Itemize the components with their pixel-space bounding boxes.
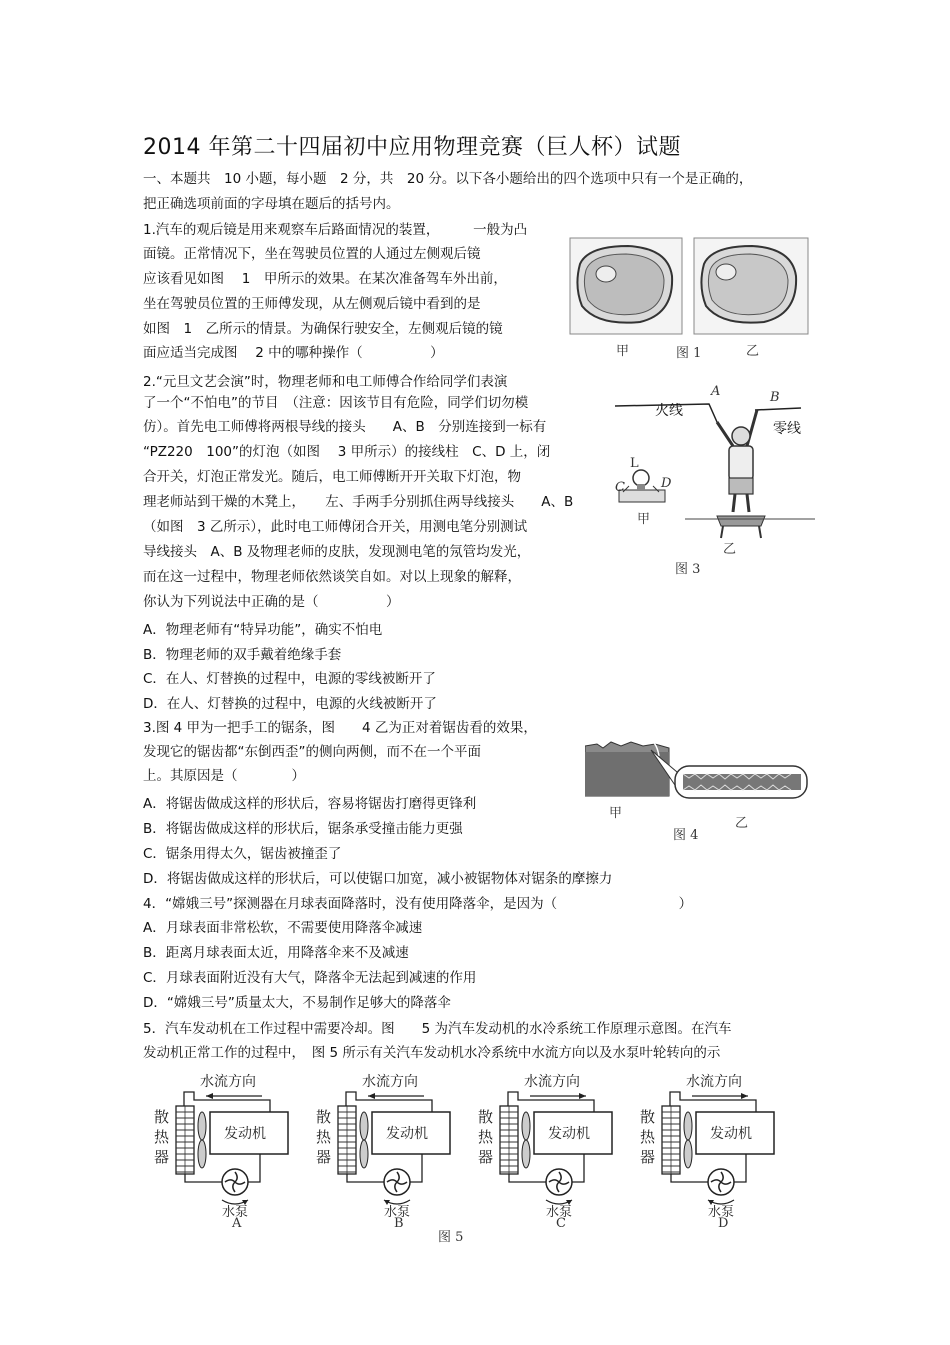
- q2-line: 仿）。首先电工师傅将两根导线的接头 A、B 分别连接到一标有: [143, 419, 547, 435]
- radiator-label-3: 器: [478, 1148, 494, 1166]
- radiator-label-2: 热: [154, 1128, 170, 1146]
- q2-line: 2.“元旦文艺会演”时，物理老师和电工师傅合作给同学们表演: [143, 374, 508, 390]
- option-label-a: A: [232, 1216, 242, 1231]
- figure-5-drawing: [150, 1070, 790, 1220]
- q2-option-c: C．在人、灯替换的过程中，电源的零线被断开了: [143, 671, 436, 687]
- q2-line: “PZ220 100”的灯泡（如图 3 甲所示）的接线柱 C、D 上，闭: [143, 444, 551, 460]
- q1-line: 坐在驾驶员位置的王师傅发现，从左侧观后镜中看到的是: [143, 296, 481, 312]
- radiator-label-2: 热: [478, 1128, 494, 1146]
- figure-1-caption: 图 1: [676, 346, 702, 361]
- q1-line: 如图 1 乙所示的情景。为确保行驶安全，左侧观后镜的镜: [143, 321, 503, 337]
- q4-option-d: D．“嫦娥三号”质量太大，不易制作足够大的降落伞: [143, 995, 451, 1011]
- figure-3-circuit: [605, 380, 815, 580]
- q4-option-b: B．距离月球表面太近，用降落伞来不及减速: [143, 945, 409, 961]
- q3-line: 3.图 4 甲为一把手工的锯条，图 4 乙为正对着锯齿看的效果，: [143, 720, 537, 736]
- flow-direction-label: 水流方向: [686, 1074, 742, 1090]
- q3-option-d: D．将锯齿做成这样的形状后，可以使锯口加宽，减小被锯物体对锯条的摩擦力: [143, 871, 613, 887]
- figure-4-label-yi: 乙: [735, 816, 749, 831]
- label-lingxian: 零线: [773, 421, 801, 437]
- cooling-diagram-a: [154, 1073, 288, 1220]
- flow-direction-label: 水流方向: [362, 1074, 418, 1090]
- option-label-c: C: [556, 1216, 566, 1231]
- q3-line: 发现它的锯齿都“东倒西歪”的侧向两侧，而不在一个平面: [143, 744, 481, 760]
- label-c: C: [615, 480, 625, 495]
- option-label-b: B: [394, 1216, 404, 1231]
- cooling-diagram-d: [640, 1073, 774, 1220]
- q1-line: 面镜。正常情况下，坐在驾驶员位置的人通过左侧观后镜: [143, 246, 481, 262]
- q2-line: 导线接头 A、B 及物理老师的皮肤，发现测电笔的氖管均发光，: [143, 544, 531, 560]
- option-label-d: D: [718, 1216, 729, 1231]
- q1-line: 1.汽车的观后镜是用来观察车后路面情况的装置， 一般为凸: [143, 222, 528, 238]
- q4-option-c: C．月球表面附近没有大气，降落伞无法起到减速的作用: [143, 970, 477, 986]
- figure-5-cooling-systems: [150, 1070, 790, 1248]
- q3-option-b: B．将锯齿做成这样的形状后，锯条承受撞击能力更强: [143, 821, 463, 837]
- pump-label: 水泵: [708, 1205, 735, 1220]
- q5-line: 5．汽车发动机在工作过程中需要冷却。图 5 为汽车发动机的水冷系统工作原理示意图。在汽车: [143, 1021, 732, 1037]
- radiator-label-2: 热: [316, 1128, 332, 1146]
- engine-label: 发动机: [710, 1126, 752, 1142]
- label-a: A: [711, 384, 721, 399]
- q2-option-d: D．在人、灯替换的过程中，电源的火线被断开了: [143, 696, 437, 712]
- figure-4-label-jia: 甲: [609, 806, 623, 821]
- flow-direction-label: 水流方向: [200, 1074, 256, 1090]
- cooling-diagram-c: [478, 1073, 612, 1220]
- radiator-label-1: 散: [640, 1108, 656, 1126]
- q2-line: 理老师站到干燥的木凳上， 左、手两手分别抓住两导线接头 A、B: [143, 494, 574, 510]
- label-b: B: [770, 390, 780, 405]
- engine-label: 发动机: [224, 1126, 266, 1142]
- q2-line: 你认为下列说法中正确的是（ ）: [143, 594, 400, 610]
- radiator-label-1: 散: [478, 1108, 494, 1126]
- label-yi: 乙: [723, 542, 737, 557]
- section-intro-line-1: 一、本题共 10 小题，每小题 2 分，共 20 分。以下各小题给出的四个选项中只有一个是正确的，: [143, 171, 753, 187]
- label-huoxian: 火线: [655, 403, 683, 419]
- q2-option-b: B．物理老师的双手戴着绝缘手套: [143, 647, 342, 663]
- q4-line: 4．“嫦娥三号”探测器在月球表面降落时，没有使用降落伞，是因为（ ）: [143, 896, 693, 912]
- figure-1-label-yi: 乙: [746, 344, 760, 359]
- radiator-label-1: 散: [316, 1108, 332, 1126]
- q2-line: 了一个“不怕电”的节目 （注意：因该节目有危险，同学们切勿模: [143, 395, 529, 411]
- engine-label: 发动机: [548, 1126, 590, 1142]
- q1-line: 面应适当完成图 2 中的哪种操作（ ）: [143, 345, 444, 361]
- q3-option-c: C．锯条用得太久，锯齿被撞歪了: [143, 846, 342, 862]
- q1-line: 应该看见如图 1 甲所示的效果。在某次准备驾车外出前，: [143, 271, 507, 287]
- figure-4-saw: [585, 736, 811, 844]
- engine-label: 发动机: [386, 1126, 428, 1142]
- label-l: L: [630, 456, 639, 471]
- cooling-diagram-b: [316, 1073, 450, 1220]
- q2-line: 而在这一过程中，物理老师依然谈笑自如。对以上现象的解释，: [143, 569, 521, 585]
- flow-direction-label: 水流方向: [524, 1074, 580, 1090]
- pump-label: 水泵: [384, 1205, 411, 1220]
- q2-option-a: A．物理老师有“特异功能”，确实不怕电: [143, 622, 383, 638]
- label-d: D: [661, 476, 672, 491]
- label-jia: 甲: [637, 512, 651, 527]
- figure-4-caption: 图 4: [673, 828, 699, 843]
- figure-1-label-jia: 甲: [616, 344, 630, 359]
- radiator-label-3: 器: [154, 1148, 170, 1166]
- q2-line: 合开关，灯泡正常发光。随后，电工师傅断开开关取下灯泡，物: [143, 469, 521, 485]
- q5-line: 发动机正常工作的过程中， 图 5 所示有关汽车发动机水冷系统中水流方向以及水泵叶轮转向的示: [143, 1045, 721, 1061]
- figure-5-caption: 图 5: [438, 1230, 464, 1245]
- figure-1-mirrors: [568, 236, 812, 364]
- page-title: 2014 年第二十四届初中应用物理竞赛（巨人杯）试题: [143, 135, 681, 160]
- q3-option-a: A．将锯齿做成这样的形状后，容易将锯齿打磨得更锋利: [143, 796, 477, 812]
- radiator-label-3: 器: [640, 1148, 656, 1166]
- figure-3-caption: 图 3: [675, 562, 701, 577]
- pump-label: 水泵: [222, 1205, 249, 1220]
- pump-label: 水泵: [546, 1205, 573, 1220]
- q4-option-a: A．月球表面非常松软，不需要使用降落伞减速: [143, 920, 423, 936]
- section-intro-line-2: 把正确选项前面的字母填在题后的括号内。: [143, 196, 400, 212]
- q2-line: （如图 3 乙所示），此时电工师傅闭合开关，用测电笔分别测试: [143, 519, 528, 535]
- q3-line: 上。其原因是（ ）: [143, 768, 305, 784]
- radiator-label-3: 器: [316, 1148, 332, 1166]
- radiator-label-2: 热: [640, 1128, 656, 1146]
- radiator-label-1: 散: [154, 1108, 170, 1126]
